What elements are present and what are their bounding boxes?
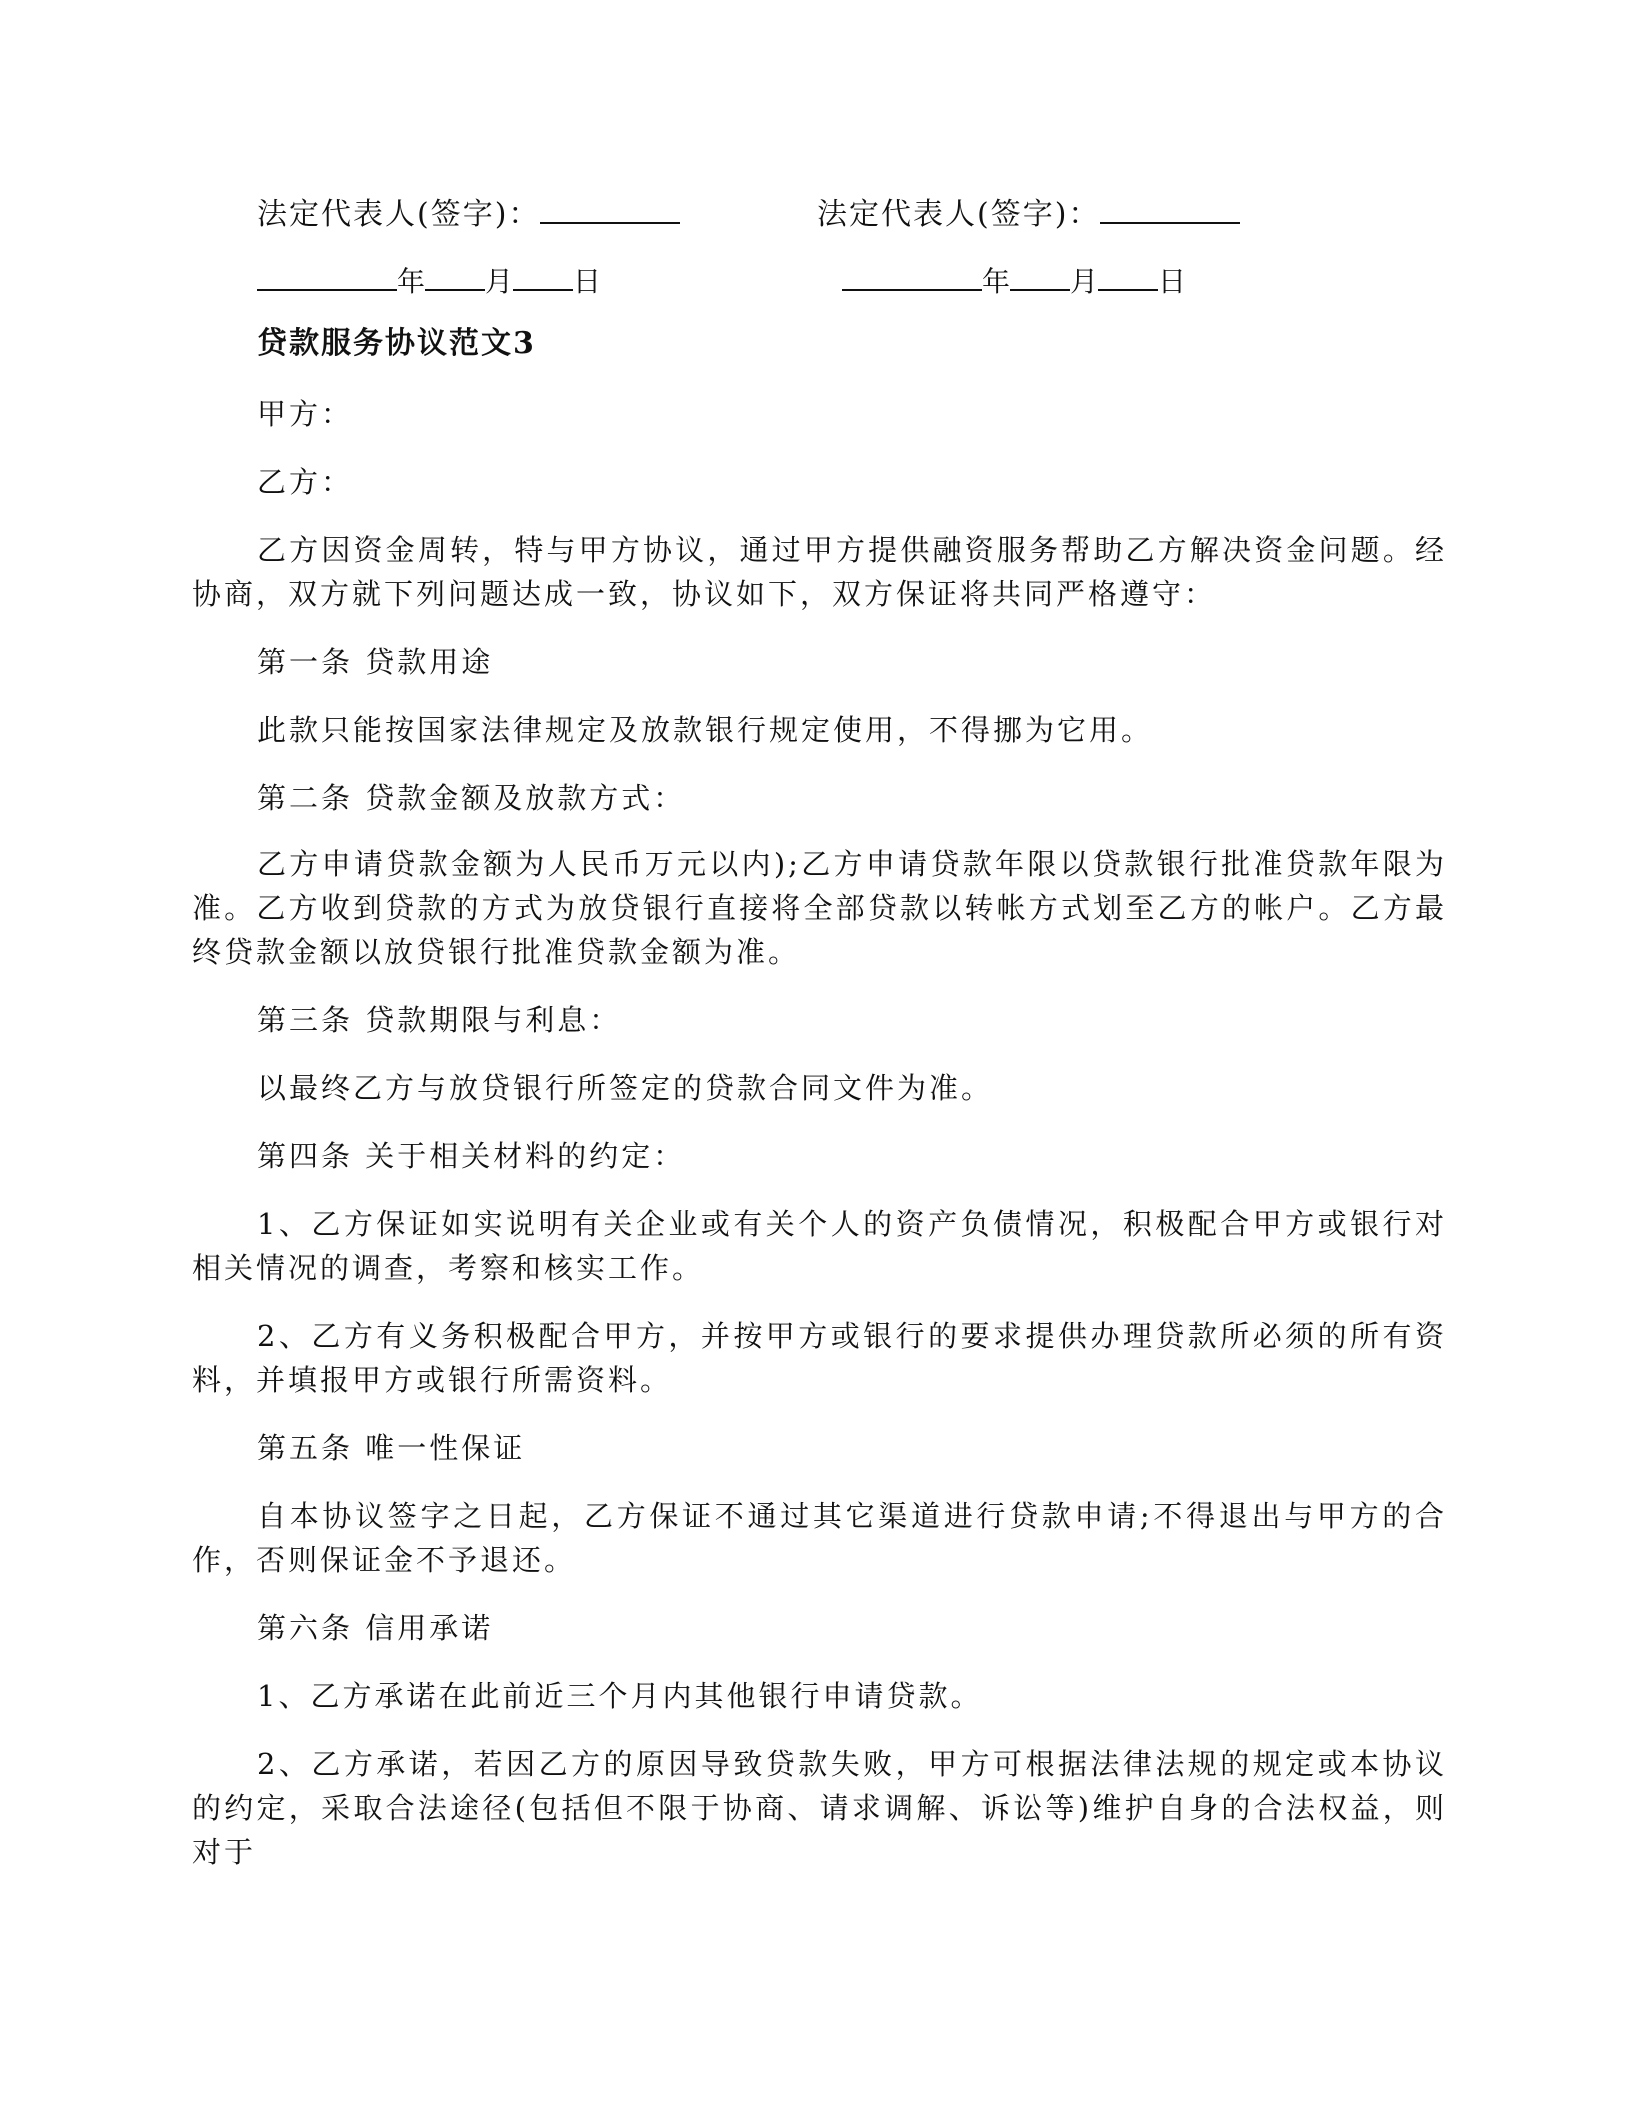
signature-left-label: 法定代表人(签字)： [257, 197, 541, 232]
article4-title: 第四条 关于相关材料的约定： [257, 1139, 686, 1173]
date-left [257, 255, 601, 307]
month-blank-left [425, 255, 485, 291]
article5-title: 第五条 唯一性保证 [257, 1431, 526, 1465]
month-label-right: 月 [1070, 265, 1099, 298]
signature-left-blank [540, 188, 680, 224]
year-label-right: 年 [982, 265, 1011, 298]
article4-item1: 1、乙方保证如实说明有关企业或有关个人的资产负债情况，积极配合甲方或银行对相关情况的调查，考察和核实工作。 [192, 1207, 1447, 1285]
signature-left [257, 188, 680, 240]
article6-title: 第六条 信用承诺 [257, 1611, 494, 1645]
month-label-left: 月 [485, 265, 514, 298]
article3-title: 第三条 贷款期限与利息： [257, 1003, 622, 1037]
intro-paragraph: 乙方因资金周转，特与甲方协议，通过甲方提供融资服务帮助乙方解决资金问题。经协商，双方就下列问题达成一致，协议如下，双方保证将共同严格遵守： [192, 533, 1447, 611]
signature-right [817, 188, 1240, 240]
document-title: 贷款服务协议范文3 [257, 326, 536, 361]
day-label-left: 日 [573, 265, 602, 298]
day-label-right: 日 [1158, 265, 1187, 298]
article5-text: 自本协议签字之日起，乙方保证不通过其它渠道进行贷款申请;不得退出与甲方的合作，否则保证金不予退还。 [192, 1499, 1447, 1577]
party-b: 乙方： [257, 465, 354, 499]
date-right [842, 255, 1186, 307]
year-blank-right [842, 255, 982, 291]
article3-text: 以最终乙方与放贷银行所签定的贷款合同文件为准。 [257, 1071, 994, 1105]
day-blank-right [1098, 255, 1158, 291]
day-blank-left [513, 255, 573, 291]
year-blank-left [257, 255, 397, 291]
article4-item2: 2、乙方有义务积极配合甲方，并按甲方或银行的要求提供办理贷款所必须的所有资料，并填报甲方或银行所需资料。 [192, 1319, 1447, 1397]
article1-text: 此款只能按国家法律规定及放款银行规定使用，不得挪为它用。 [257, 713, 1154, 747]
party-a: 甲方： [257, 397, 354, 431]
signature-row [257, 188, 1537, 238]
article2-text: 乙方申请贷款金额为人民币万元以内);乙方申请贷款年限以贷款银行批准贷款年限为准。乙方收到贷款的方式为放贷银行直接将全部贷款以转帐方式划至乙方的帐户。乙方最终贷款金额以放贷银行批准贷款金额为准。 [192, 847, 1447, 969]
year-label-left: 年 [397, 265, 426, 298]
article2-title: 第二条 贷款金额及放款方式： [257, 781, 686, 815]
article6-item2: 2、乙方承诺，若因乙方的原因导致贷款失败，甲方可根据法律法规的规定或本协议的约定，采取合法途径(包括但不限于协商、请求调解、诉讼等)维护自身的合法权益，则对于 [192, 1747, 1447, 1869]
article6-item1: 1、乙方承诺在此前近三个月内其他银行申请贷款。 [257, 1679, 983, 1713]
signature-right-label: 法定代表人(签字)： [817, 197, 1101, 232]
signature-right-blank [1100, 188, 1240, 224]
date-row [257, 255, 1537, 305]
month-blank-right [1010, 255, 1070, 291]
article1-title: 第一条 贷款用途 [257, 645, 494, 679]
